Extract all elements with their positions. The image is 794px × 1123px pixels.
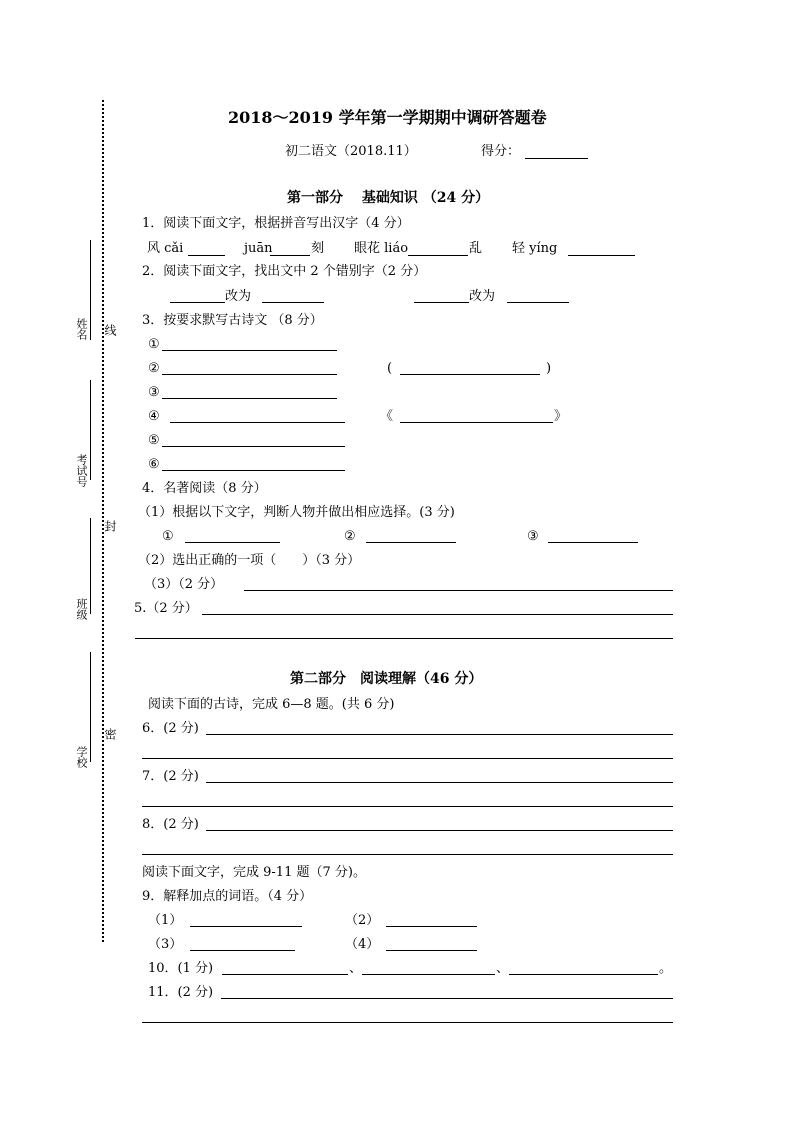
q11-label: 11．(2 分) [148,985,214,1000]
q5-label: 5.（2 分） [134,601,198,616]
q9-1-blank[interactable] [190,926,302,927]
q9-1-label: （1） [148,913,183,928]
q10-sep-1: 、 [349,961,363,976]
q10-blank-2[interactable] [362,974,495,975]
q6-blank-1[interactable] [206,734,673,735]
name-blank[interactable] [90,240,91,340]
q10-end: 。 [659,961,673,976]
q6-blank-2[interactable] [142,758,673,759]
q3-book-open: 《 [380,409,394,424]
class-label: 班级 [75,598,88,620]
page-title: 2018～2019 学年第一学期期中调研答题卷 [228,108,547,127]
school-label: 学校 [75,746,88,768]
q4-s3-blank[interactable] [244,590,673,591]
part2-intro1: 阅读下面的古诗，完成 6—8 题。(共 6 分) [148,697,395,712]
q1-c: 眼花 liáo [354,241,409,256]
q4-s1: （1）根据以下文字，判断人物并做出相应选择。(3 分) [138,505,455,520]
q3-n3: ③ [148,385,160,400]
q4-blank-1[interactable] [185,542,280,543]
q10-label: 10．(1 分) [148,961,214,976]
score-blank[interactable] [525,158,588,159]
q1-prompt: 1．阅读下面文字，根据拼音写出汉字（4 分） [142,216,410,231]
q4-prompt: 4．名著阅读（8 分） [142,481,267,496]
q9-3-label: （3） [148,937,183,952]
q3-blank-4[interactable] [170,422,345,423]
name-label: 姓名 [75,318,88,340]
q3-book-blank[interactable] [400,422,553,423]
q2-blank-1b[interactable] [262,302,324,303]
q1-c2: 乱 [469,241,483,256]
seal-feng: 封 [103,520,117,532]
q9-4-label: （4） [345,937,380,952]
seal-xian: 线 [103,324,117,336]
class-blank[interactable] [90,518,91,614]
q11-blank-2[interactable] [142,1022,673,1023]
q3-book-close: 》 [554,409,568,424]
part2-title: 第二部分 阅读理解（46 分） [290,671,483,687]
q3-prompt: 3．按要求默写古诗文 （8 分） [142,313,323,328]
q5-blank-2[interactable] [135,638,673,639]
q3-paren-close: ) [546,361,552,376]
q4-s3: （3）（2 分） [144,577,224,592]
exam-no-blank[interactable] [90,380,91,480]
q2-prompt: 2．阅读下面文字，找出文中 2 个错别字（2 分） [142,264,427,279]
q8-blank-1[interactable] [206,830,673,831]
q9-prompt: 9．解释加点的词语。（4 分） [142,889,313,904]
q2-blank-1a[interactable] [170,302,225,303]
q8-label: 8．(2 分) [142,817,199,832]
q3-n5: ⑤ [148,433,160,448]
score-label: 得分： [481,144,521,159]
q6-label: 6．(2 分) [142,721,199,736]
school-blank[interactable] [90,652,91,762]
q3-blank-1[interactable] [162,350,337,351]
q2-blank-2a[interactable] [414,302,469,303]
q2-blank-2b[interactable] [507,302,569,303]
q3-blank-2[interactable] [162,374,337,375]
q3-n4: ④ [148,409,160,424]
q7-label: 7．(2 分) [142,769,199,784]
q8-blank-2[interactable] [142,854,673,855]
q1-d-blank[interactable] [568,255,635,256]
q9-2-blank[interactable] [386,926,477,927]
q7-blank-2[interactable] [142,806,673,807]
subject-line: 初二语文（2018.11） [285,144,417,159]
q3-blank-6[interactable] [162,470,345,471]
q4-c2: ② [344,529,356,544]
q1-b-blank[interactable] [270,255,310,256]
q5-blank-1[interactable] [202,614,673,615]
q10-blank-3[interactable] [509,974,658,975]
q4-blank-3[interactable] [548,542,638,543]
q10-blank-1[interactable] [222,974,348,975]
q9-4-blank[interactable] [386,950,477,951]
q4-s2: （2）选出正确的一项（ ）（3 分） [138,553,361,568]
q3-n6: ⑥ [148,457,160,472]
q2-gai-1: 改为 [225,289,252,304]
q1-b: juān [244,241,273,256]
q1-d: 轻 yíng [512,241,558,256]
part2-intro2: 阅读下面文字，完成 9-11 题（7 分)。 [142,865,366,880]
q4-c3: ③ [527,529,539,544]
exam-no-label: 考试号 [75,454,88,487]
q3-n1: ① [148,337,160,352]
q4-c1: ① [162,529,174,544]
q1-a-blank[interactable] [188,255,225,256]
q11-blank-1[interactable] [221,998,673,999]
q3-source-blank[interactable] [400,374,540,375]
q3-paren-open: ( [387,361,393,376]
seal-mi: 密 [103,728,117,740]
q1-b2: 刻 [311,241,325,256]
q9-3-blank[interactable] [190,950,295,951]
q9-2-label: （2） [345,913,380,928]
q1-c-blank[interactable] [408,255,468,256]
q1-a: 风 cǎi [147,241,184,256]
q3-n2: ② [148,361,160,376]
q3-blank-3[interactable] [162,398,337,399]
q2-gai-2: 改为 [469,289,496,304]
q10-sep-2: 、 [496,961,510,976]
q7-blank-1[interactable] [206,782,673,783]
part1-title: 第一部分 基础知识 （24 分） [287,190,490,206]
q4-blank-2[interactable] [366,542,456,543]
q3-blank-5[interactable] [162,446,345,447]
